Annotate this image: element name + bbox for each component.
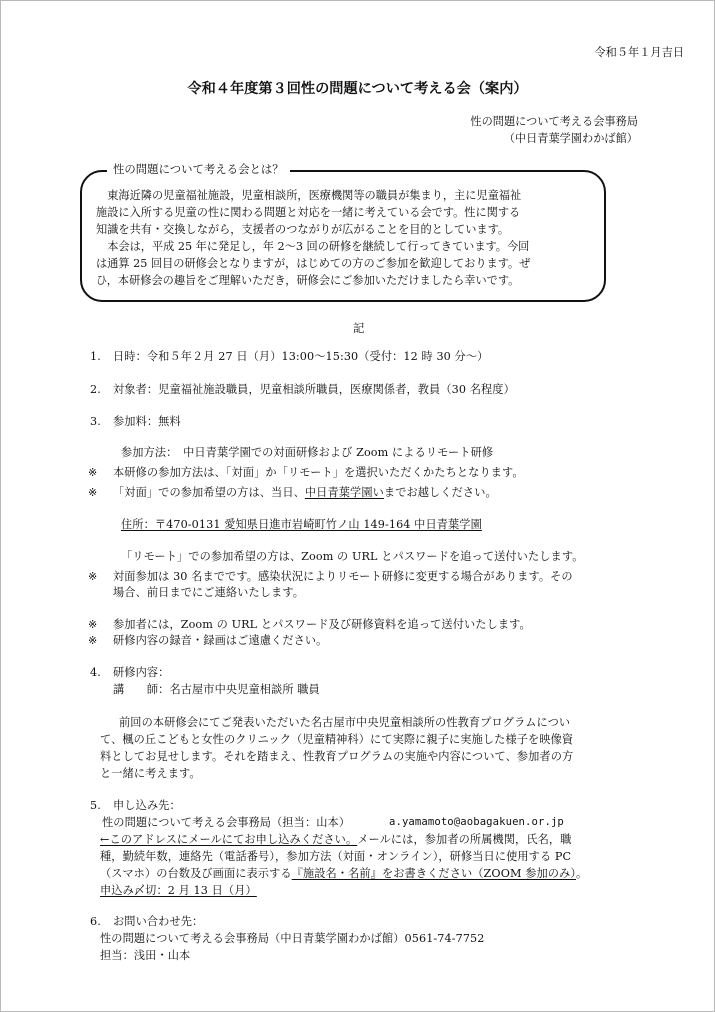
apply-email-link[interactable]: a.yamamoto@aobagakuen.or.jp [389,816,564,828]
inquiry-person: 担当：浅田・山本 [100,949,191,962]
apply-name-instruction: 『施設名・名前』をお書きください（ZOOM 参加のみ） [291,867,577,880]
venue-link[interactable]: 中日青葉学園い [304,486,384,499]
apply-contact: 性の問題について考える会事務局（担当：山本） [102,816,351,829]
apply-deadline: 申込み〆切：2 月 13 日（月） [100,884,257,897]
page-title: 令和４年度第３回性の問題について考える会（案内） [187,81,528,97]
about-line: 東海近隣の児童福祉施設，児童相談所，医療機関等の職員が集まり，主に児童福祉 [96,189,522,202]
note-in-person-text: 「対面」での参加希望の方は、当日、 [113,486,305,499]
item-2-audience: 対象者：児童福祉施設職員，児童相談所職員，医療関係者，教員（30 名程度） [113,383,515,396]
item-5-apply: 申し込み先： [113,799,181,812]
item-3-number: 3. [90,415,101,428]
issuer [470,113,638,147]
item-5-number: 5. [90,799,101,812]
note-no-recording: 研修内容の録音・録画はご遠慮ください。 [113,634,328,647]
remote-info: 「リモート」での参加希望の方は、Zoom の URL とパスワードを追って送付いたします。 [121,550,584,563]
item-1-datetime: 日時：令和５年２月 27 日（月）13:00～15:30（受付：12 時 30 分～） [113,350,489,363]
note-capacity-line-1: 対面参加は 30 名までです。感染状況によりリモート研修に変更する場合があります。その [113,570,573,583]
apply-instruction-rest: メールには，参加者の所属機関，氏名，職 [357,833,572,846]
item-2-number: 2. [90,383,101,396]
ki-heading: 記 [353,321,365,335]
content-desc-line: 料としてお見せします。それを踏まえ、性教育プログラムの実施や内容について、参加者の方 [100,750,574,763]
about-box-label: 性の問題について考える会とは？ [107,161,290,177]
note-mark: ※ [88,466,98,479]
item-4-content: 研修内容： [113,666,170,679]
content-desc-line: 前回の本研修会にてご発表いただいた名古屋市中央児童相談所の性教育プログラムについ [119,716,571,729]
item-3-fee: 参加料：無料 [113,415,181,428]
apply-line-2 [100,832,572,847]
note-participation: 本研修の参加方法は、「対面」か「リモート」を選択いただくかたちとなります。 [113,466,524,479]
note-capacity-line-2: 場合、前日までにご連絡いたします。 [113,586,304,599]
apply-line-3: 種，勤続年数，連絡先（電話番号），参加方法（対面・オンライン），研修当日に使用する PC [100,850,572,863]
issue-date: 令和５年１月吉日 [594,46,684,59]
venue-address: 住所：〒470-0131 愛知県日進市岩崎町竹ノ山 149-164 中日青葉学園 [121,518,482,531]
inquiry-contact: 性の問題について考える会事務局（中日青葉学園わかば館）0561-74-7752 [100,932,485,945]
content-desc-line: て、楓の丘こどもと女性のクリニック（児童精神科）にて実際に親子に実施した様子を映像資 [100,733,574,746]
about-line: ひ，本研修会の趣旨をご理解いただき，研修会にご参加いただけましたら幸いです。 [96,274,520,287]
note-mark: ※ [88,634,98,647]
item-4-number: 4. [90,666,101,679]
about-line: 施設に入所する児童の性に関わる問題と対応を一緒に考えている会です。性に関する [96,206,521,219]
note-mark: ※ [88,486,98,499]
note-mark: ※ [88,618,98,631]
issuer-line-1: 性の問題について考える会事務局 [470,115,638,128]
note-in-person [113,485,497,500]
issuer-line-2: （中日青葉学園わかば館） [503,132,638,145]
apply-line-4-text: （スマホ）の台数及び画面に表示する [100,867,292,880]
note-zoom-materials: 参加者には，Zoom の URL とパスワード及び研修資料を追って送付いたします。 [113,618,531,631]
content-desc-line: と一緒に考えます。 [100,767,201,780]
about-line: 知識を共有・交換しながら，支援者のつながりが広がることを目的としています。 [96,223,510,236]
apply-line-4 [100,866,587,881]
lecturer: 講 師：名古屋市中央児童相談所 職員 [113,683,320,696]
about-line: 本会は，平成 25 年に発足し，年 2～3 回の研修を継続して行ってきています。今回 [96,240,530,253]
item-3-method: 参加方法： 中日青葉学園での対面研修および Zoom によるリモート研修 [121,446,494,459]
about-box-body [96,187,592,289]
item-6-number: 6. [90,915,101,928]
apply-line-4-end: 。 [576,867,588,880]
item-6-inquiry: お問い合わせ先： [113,915,204,928]
about-line: は通算 25 回目の研修会となりますが，はじめての方のご参加を歓迎しております。ぜ [96,257,531,270]
apply-instruction: ←このアドレスにメールにてお申し込みください。 [100,833,358,846]
item-1-number: 1. [90,350,101,363]
note-mark: ※ [88,570,98,583]
note-in-person-end: までお越しください。 [383,486,497,499]
